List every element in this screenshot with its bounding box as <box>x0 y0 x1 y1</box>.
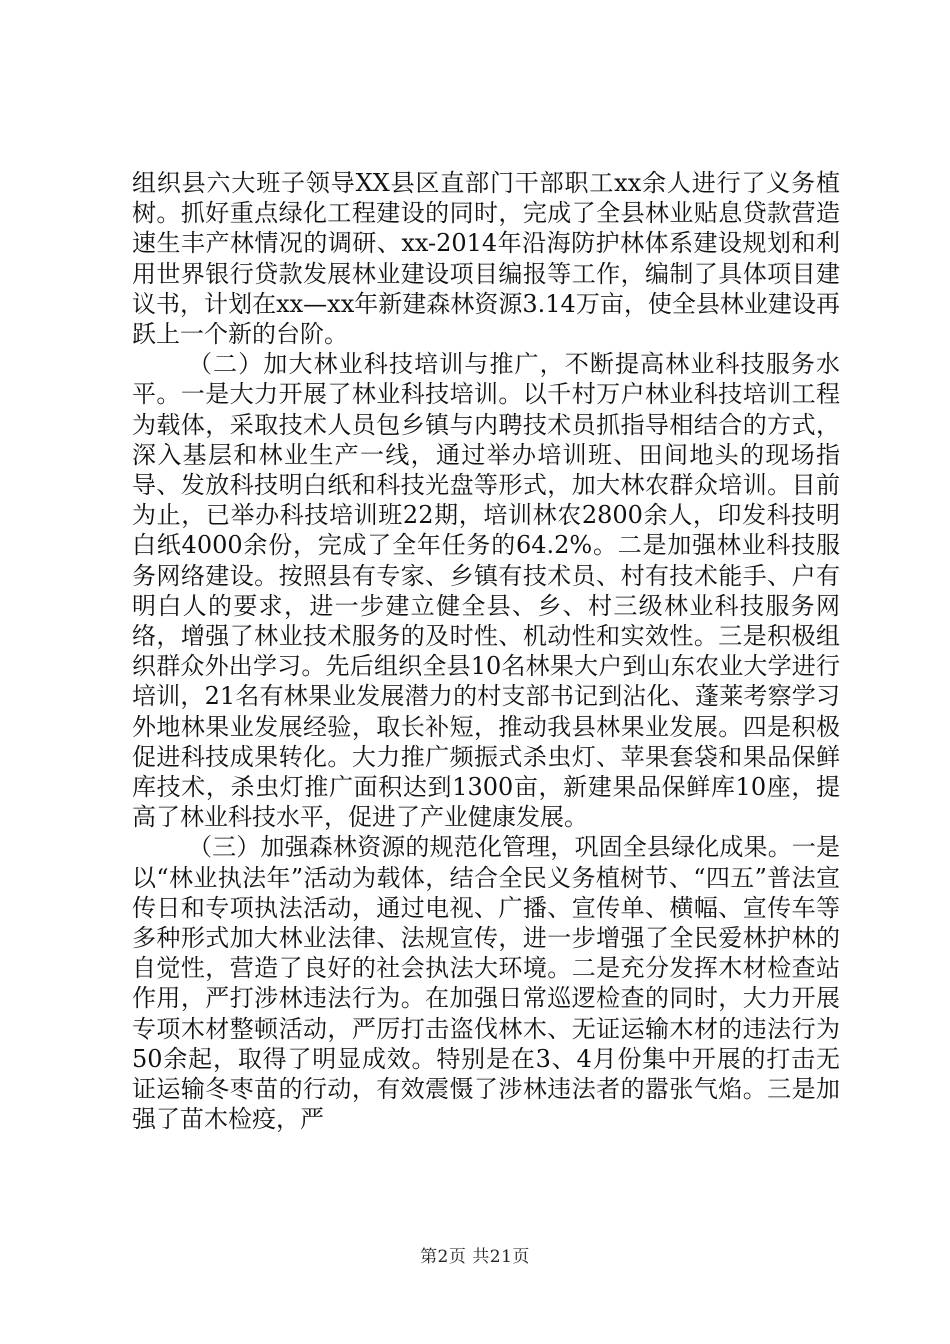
paragraph-tech-training: （二）加大林业科技培训与推广，不断提高林业科技服务水平。一是大力开展了林业科技培训。以千村万户林业科技培训工程为载体，采取技术人员包乡镇与内聘技术员抓指导相结合的方式，深入基层和林业生产一线，通过举办培训班、田间地头的现场指导、发放科技明白纸和科技光盘等形式，加大林农群众培训。目前为止，已举办科技培训班22期，培训林农2800余人，印发科技明白纸4000余份，完成了全年任务的64.2%。二是加强林业科技服务网络建设。按照县有专家、乡镇有技术员、村有技术能手、户有明白人的要求，进一步建立健全县、乡、村三级林业科技服务网络，增强了林业技术服务的及时性、机动性和实效性。三是积极组织群众外出学习。先后组织全县10名林果大户到山东农业大学进行培训，21名有林果业发展潜力的村支部书记到沾化、蓬莱考察学习外地林果业发展经验，取长补短，推动我县林果业发展。四是积极促进科技成果转化。大力推广频振式杀虫灯、苹果套袋和果品保鲜库技术，杀虫灯推广面积达到1300亩，新建果品保鲜库10座，提高了林业科技水平，促进了产业健康发展。 <box>132 350 840 832</box>
paragraph-afforestation: 组织县六大班子领导XX县区直部门干部职工xx余人进行了义务植树。抓好重点绿化工程建设的同时，完成了全县林业贴息贷款营造速生丰产林情况的调研、xx-2014年沿海防护林体系建设规划和利用世界银行贷款发展林业建设项目编报等工作，编制了具体项目建议书，计划在xx—xx年新建森林资源3.14万亩，使全县林业建设再跃上一个新的台阶。 <box>132 169 840 349</box>
page-number-footer: 第2页 共21页 <box>420 1247 530 1267</box>
document-body <box>132 168 840 1135</box>
paragraph-forest-management: （三）加强森林资源的规范化管理，巩固全县绿化成果。一是以“林业执法年”活动为载体，结合全民义务植树节、“四五”普法宣传日和专项执法活动，通过电视、广播、宣传单、横幅、宣传车等多种形式加大林业法律、法规宣传，进一步增强了全民爱林护林的自觉性，营造了良好的社会执法大环境。二是充分发挥木材检查站作用，严打涉林违法行为。在加强日常巡逻检查的同时，大力开展专项木材整顿活动，严厉打击盗伐林木、无证运输木材的违法行为50余起，取得了明显成效。特别是在3、4月份集中开展的打击无证运输冬枣苗的行动，有效震慑了涉林违法者的嚣张气焰。三是加强了苗木检疫，严 <box>132 833 840 1134</box>
